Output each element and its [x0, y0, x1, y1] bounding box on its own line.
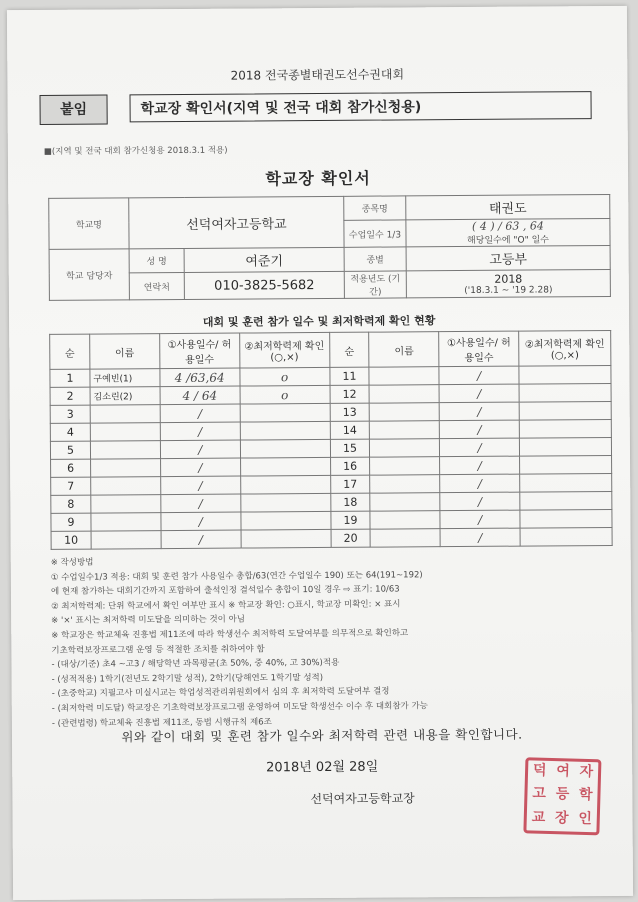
class-days-cell: [406, 218, 610, 246]
min-academic-check: o: [240, 367, 330, 386]
days-used: /: [161, 512, 241, 531]
row-number: 10: [51, 531, 91, 549]
guide-line: ※ 학교장은 학교체육 진흥법 제11조에 따라 학생선수 최저학력 도달여부를 의무적으로 확인하고: [51, 628, 409, 641]
year-period: ('18.3.1 ~ '19 2.28): [464, 284, 553, 296]
student-name: [370, 529, 440, 547]
min-academic-check: [519, 383, 611, 402]
guide-line: ※ 작성방법: [50, 557, 94, 568]
official-seal-stamp: [523, 757, 601, 835]
days-used: /: [161, 494, 241, 513]
year-label: 적용년도 (기간): [344, 271, 406, 298]
min-academic-check: [519, 365, 611, 384]
document-title: 학교장 확인서(지역 및 전국 대회 참가신청용): [129, 91, 591, 122]
student-name: [91, 495, 161, 513]
row-number: 3: [50, 405, 90, 423]
event-value: 태권도: [406, 194, 610, 219]
row-number: 18: [330, 493, 370, 511]
student-name: [369, 385, 439, 403]
principal-signature-line: 선덕여자고등학교장: [310, 791, 415, 807]
days-used: /: [160, 440, 240, 459]
student-name: [370, 475, 440, 493]
guide-line: - (최저학력 미도달) 학교장은 기초학력보장프로그램 운영하여 미도달 학생선수 이수 후 대회참가 가능: [51, 701, 428, 714]
min-academic-check: [519, 401, 611, 420]
guide-line: 기초학력보장프로그램 운영 등 적절한 조치를 취하여야 함: [51, 643, 265, 656]
class-days-label: 수업일수 1/3: [344, 220, 406, 247]
col-days: ①사용일수/ 허용일수: [159, 333, 239, 369]
row-number: 6: [51, 459, 91, 477]
student-name: [370, 493, 440, 511]
seal-character: 인: [578, 810, 593, 827]
teacher-label: 학교 담당자: [49, 249, 129, 301]
days-used: /: [440, 438, 520, 457]
min-academic-check: [240, 421, 330, 440]
row-number: 9: [51, 513, 91, 531]
min-academic-check: [519, 419, 611, 438]
student-name: [370, 403, 440, 421]
min-academic-check: [241, 511, 331, 530]
row-number: 8: [51, 495, 91, 513]
contact-label: 연락처: [129, 272, 184, 299]
row-number: 19: [330, 511, 370, 529]
min-academic-check: [519, 437, 611, 456]
days-used: /: [439, 402, 519, 421]
student-name: [370, 421, 440, 439]
days-used: 4 / 64: [160, 386, 240, 405]
days-used: /: [160, 476, 240, 495]
days-used: 4 /63,64: [160, 368, 240, 387]
min-academic-check: [520, 509, 612, 528]
row-number: 16: [330, 457, 370, 475]
guide-line: - (성적적용) 1학기(전년도 2학기말 성적), 2학기(당해연도 1학기말 성적): [51, 672, 324, 685]
row-number: 4: [50, 423, 90, 441]
row-number: 20: [331, 529, 371, 547]
days-used: /: [439, 384, 519, 403]
name-label: 성 명: [129, 248, 184, 272]
min-academic-check: o: [240, 385, 330, 404]
student-name: [91, 477, 161, 495]
confirmation-statement: 위와 같이 대회 및 훈련 참가 일수와 최저학력 관련 내용을 확인합니다.: [121, 726, 523, 745]
col-name: 이름: [90, 334, 160, 369]
min-academic-check: [240, 403, 330, 422]
student-name: 김소린(2): [90, 387, 160, 405]
applicability-note: ■(지역 및 전국 대회 참가신청용 2018.3.1 적용): [43, 145, 228, 157]
days-used: /: [440, 420, 520, 439]
seal-character: 장: [554, 809, 569, 827]
section-title: 대회 및 훈련 참가 일수 및 최저학력제 확인 현황: [202, 314, 436, 329]
guide-line: - (초중학교) 지필고사 미실시교는 학업성적관리위원회에서 심의 후 최저학력 도달여부 결정: [51, 686, 390, 700]
student-name: [90, 405, 160, 423]
min-academic-check: [520, 473, 612, 492]
guide-line: - (대상/기준) 초4 ~고3 / 해당학년 과목평균(초 50%, 중 40%, 고 30%)적용: [51, 658, 340, 671]
row-number: 13: [330, 403, 370, 421]
student-name: [90, 459, 160, 477]
col-min: ②최저학력제 확인(○,×): [239, 332, 329, 368]
col-no: 순: [329, 332, 369, 367]
days-used: /: [440, 510, 520, 529]
min-academic-check: [520, 527, 612, 546]
student-name: [91, 531, 161, 549]
year-cell: [406, 269, 610, 297]
min-academic-check: [240, 457, 330, 476]
col-min: ②최저학력제 확인(○,×): [519, 330, 611, 366]
min-academic-check: [520, 455, 612, 474]
seal-character: 여: [556, 763, 571, 780]
col-days: ①사용일수/ 허용일수: [439, 331, 519, 367]
days-used: /: [161, 530, 241, 549]
min-academic-check: [240, 493, 330, 512]
teacher-name: 여준기: [184, 247, 344, 272]
row-number: 12: [330, 385, 370, 403]
days-used: /: [439, 366, 519, 385]
row-number: 7: [51, 477, 91, 495]
min-academic-check: [520, 491, 612, 510]
student-name: 구예빈(1): [90, 369, 160, 387]
days-used: /: [440, 492, 520, 511]
guide-line: ② 최저학력제: 단위 학교에서 확인 여부만 표시 ※ 학교장 확인: ○표시, 학교장 미확인: × 표시: [51, 599, 401, 612]
row-number: 1: [50, 369, 90, 387]
student-name: [370, 457, 440, 475]
guide-line: ① 수업일수1/3 적용: 대회 및 훈련 참가 사용일수 총합/63(연간 수업일수 190) 또는 64(191~192): [50, 569, 423, 583]
days-used: /: [440, 528, 520, 547]
year-value: 2018: [494, 272, 523, 286]
seal-character: 자: [579, 763, 594, 781]
student-name: [370, 511, 440, 529]
days-used: /: [160, 422, 240, 441]
class-days-note: 해당일수에 "O" 일수: [467, 235, 550, 246]
min-academic-check: [241, 529, 331, 548]
event-label: 종목명: [344, 196, 406, 220]
row-number: 2: [50, 387, 90, 405]
row-number: 15: [330, 439, 370, 457]
class-days-value: ( 4 ) / 63 , 64: [471, 219, 544, 233]
division-value: 고등부: [406, 245, 610, 270]
document-page: [7, 6, 633, 900]
main-title: 학교장 확인서: [265, 168, 371, 189]
guide-line: ※ '×' 표시는 최저학력 미도달을 의미하는 것이 아님: [51, 614, 246, 627]
col-name: 이름: [369, 332, 439, 367]
seal-character: 학: [578, 787, 593, 804]
col-no: 순: [50, 334, 90, 369]
seal-character: 등: [555, 786, 570, 803]
event-title: 2018 전국종별태권도선수권대회: [230, 67, 405, 83]
document-date: 2018년 02월 28일: [266, 759, 379, 776]
min-academic-check: [240, 475, 330, 494]
guide-line: - (관련법령) 학교체육 진흥법 제11조, 동법 시행규칙 제6조: [51, 716, 272, 729]
attachment-label: 붙임: [39, 94, 107, 124]
division-label: 종별: [344, 247, 406, 271]
student-name: [90, 441, 160, 459]
min-academic-check: [240, 439, 330, 458]
writing-guide: [51, 552, 612, 731]
seal-character: 교: [531, 809, 546, 826]
row-number: 14: [330, 421, 370, 439]
school-label: 학교명: [49, 198, 129, 250]
guide-line: 에 현재 참가하는 대회기간까지 포함하여 출석인정 결석일수 총합이 10일 경우 ⇨ 표기: 10/63: [50, 584, 400, 598]
days-used: /: [160, 458, 240, 477]
table-row: [51, 527, 612, 549]
days-used: /: [440, 474, 520, 493]
student-name: [90, 423, 160, 441]
participation-table: [49, 330, 612, 550]
row-number: 5: [50, 441, 90, 459]
days-used: /: [160, 404, 240, 423]
student-name: [369, 367, 439, 385]
student-name: [370, 439, 440, 457]
row-number: 17: [330, 475, 370, 493]
row-number: 11: [329, 367, 369, 385]
days-used: /: [440, 456, 520, 475]
seal-character: 덕: [532, 762, 547, 779]
student-name: [91, 513, 161, 531]
contact-value: 010-3825-5682: [184, 271, 344, 299]
seal-character: 고: [532, 785, 547, 803]
school-info-table: [48, 194, 611, 301]
school-name: 선덕여자고등학교: [129, 196, 344, 248]
